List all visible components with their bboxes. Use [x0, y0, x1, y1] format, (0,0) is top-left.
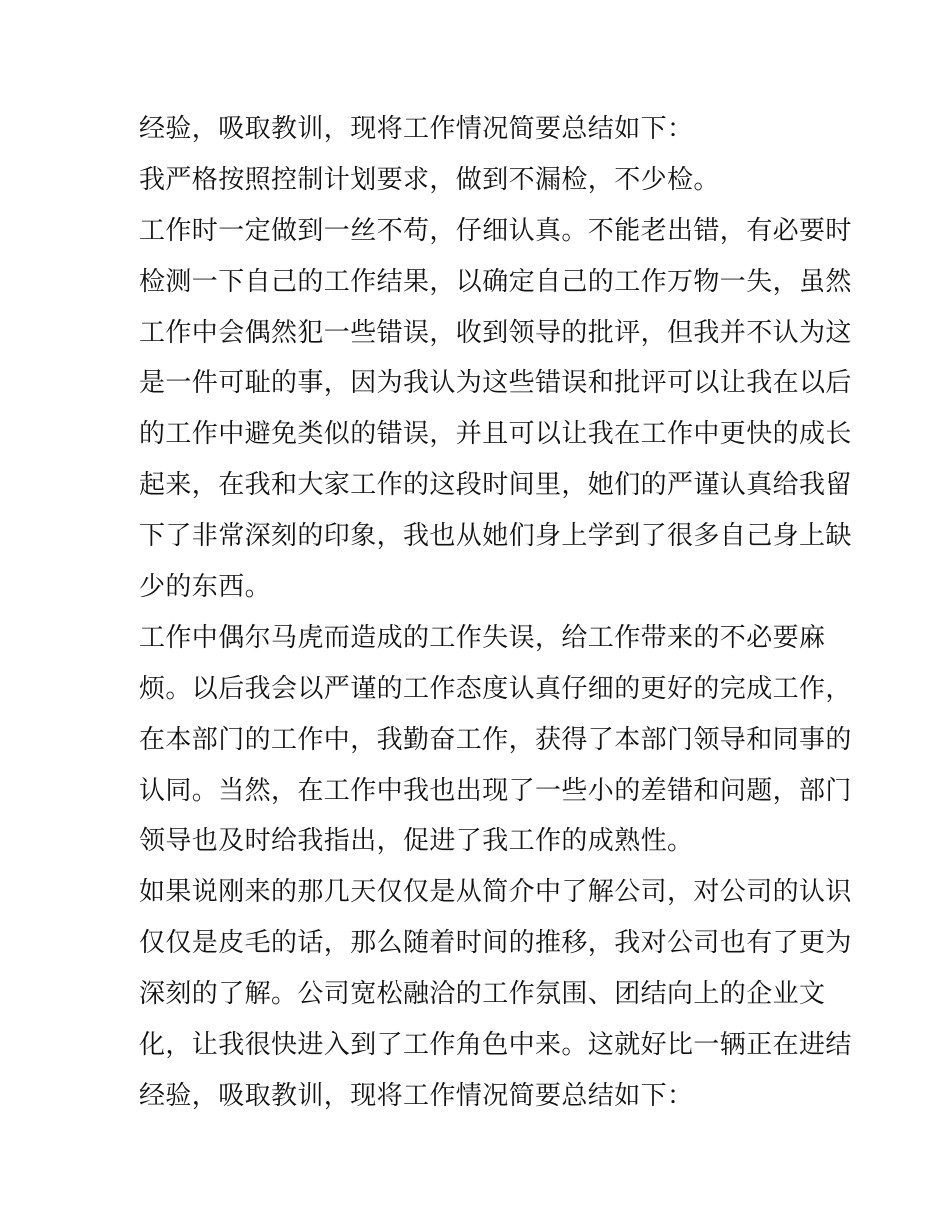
text-line: 检测一下自己的工作结果，以确定自己的工作万物一失，虽然: [139, 266, 852, 297]
text-line: 工作中偶尔马虎而造成的工作失误，给工作带来的不必要麻: [139, 622, 826, 653]
text-line: 在本部门的工作中，我勤奋工作，获得了本部门领导和同事的: [139, 724, 852, 755]
document-body: [139, 104, 852, 1122]
text-line: 下了非常深刻的印象，我也从她们身上学到了很多自己身上缺: [139, 521, 852, 552]
text-line: 如果说刚来的那几天仅仅是从简介中了解公司，对公司的认识: [139, 877, 852, 908]
text-line: 化，让我很快进入到了工作角色中来。这就好比一辆正在进结: [139, 1030, 852, 1061]
text-line: 深刻的了解。公司宽松融洽的工作氛围、团结向上的企业文: [139, 979, 826, 1010]
text-line: 经验，吸取教训，现将工作情况简要总结如下：: [139, 114, 694, 144]
text-line: 烦。以后我会以严谨的工作态度认真仔细的更好的完成工作，: [139, 673, 852, 704]
text-line: 工作中会偶然犯一些错误，收到领导的批评，但我并不认为这: [139, 317, 852, 348]
text-line: 领导也及时给我指出，促进了我工作的成熟性。: [139, 826, 694, 857]
text-line: 是一件可耻的事，因为我认为这些错误和批评可以让我在以后: [139, 368, 852, 399]
text-line: 起来，在我和大家工作的这段时间里，她们的严谨认真给我留: [139, 470, 852, 501]
text-line: 工作时一定做到一丝不苟，仔细认真。不能老出错，有必要时: [139, 215, 852, 246]
text-line: 仅仅是皮毛的话，那么随着时间的推移，我对公司也有了更为: [139, 928, 852, 959]
text-line: 的工作中避免类似的错误，并且可以让我在工作中更快的成长: [139, 419, 852, 450]
text-line: 经验，吸取教训，现将工作情况简要总结如下：: [139, 1080, 694, 1111]
text-line: 少的东西。: [139, 572, 272, 603]
text-line: 认同。当然，在工作中我也出现了一些小的差错和问题，部门: [139, 775, 852, 806]
text-line: 我严格按照控制计划要求，做到不漏检，不少检。: [139, 164, 720, 195]
